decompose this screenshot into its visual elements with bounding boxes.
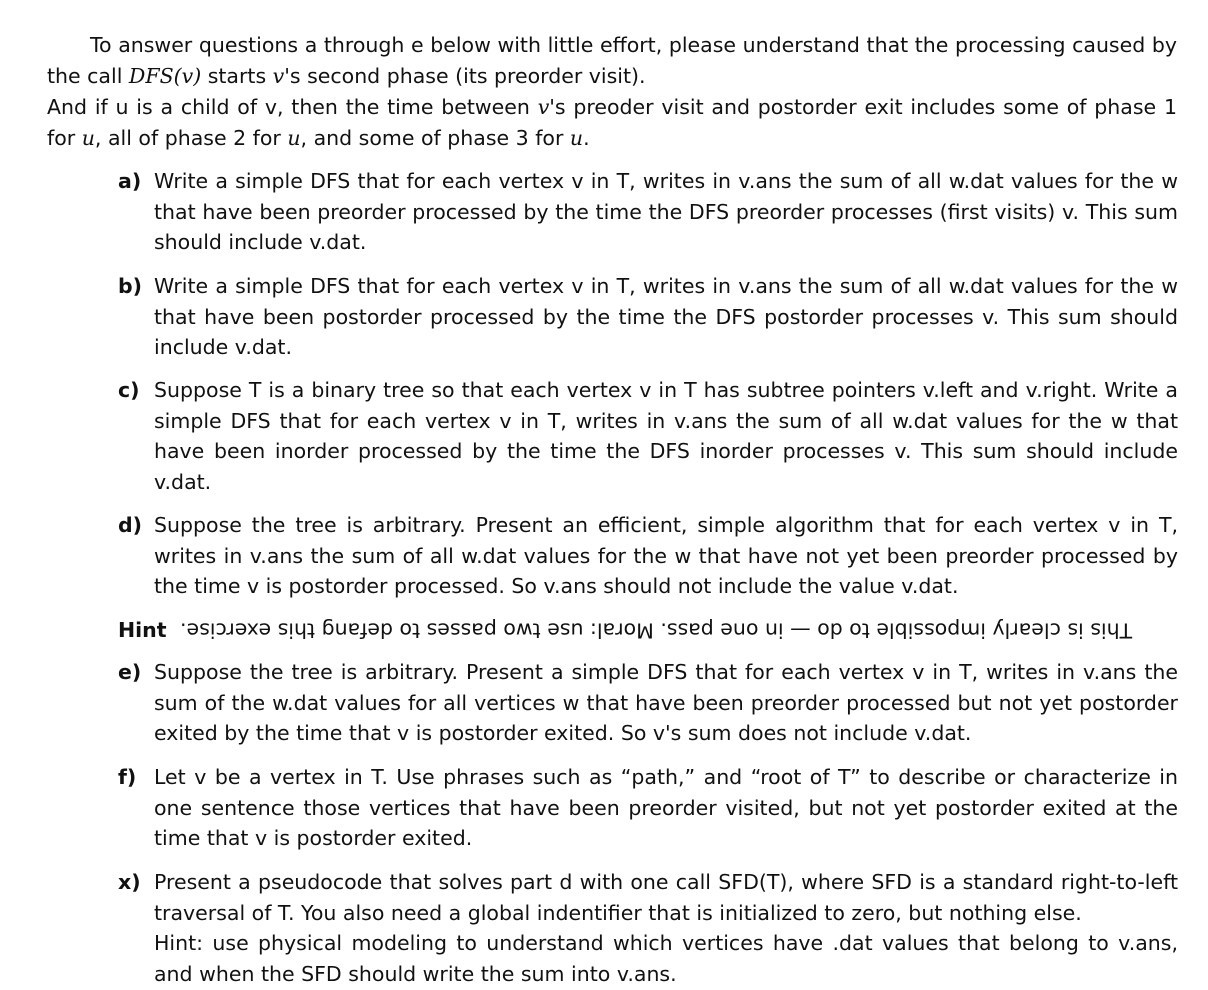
question-b: [118, 271, 1178, 363]
question-label: c): [118, 378, 140, 402]
question-f: [118, 762, 1178, 854]
question-c: [118, 375, 1178, 497]
question-text: Present a pseudocode that solves part d with one call SFD(T), where SFD is a standard right-to-left traversal of T. You also need a global indentifier that is initialized to zero, but nothing else.: [154, 870, 1178, 925]
question-hint-text: Hint: use physical modeling to understand which vertices have .dat values that belong to v.ans, and when the SFD should write the sum into v.ans.: [154, 931, 1178, 986]
hint-upside-down-text: This is clearly impossible to do — in one pass. Moral: use two passes to defang this exercise.: [180, 618, 1133, 643]
question-text: Suppose T is a binary tree so that each vertex v in T has subtree pointers v.left and v.right. Write a simple DFS that for each vertex v in T, writes in v.ans the sum of all w.dat values for the w that have been inorder processed by the time the DFS inorder processes v. This sum should include v.dat.: [154, 378, 1178, 494]
hint-row: [118, 615, 1178, 645]
question-e: [118, 657, 1178, 749]
question-label: x): [118, 870, 141, 894]
question-d: [118, 510, 1178, 602]
intro-paragraph-2: And if u is a child of v, then the time between v's preoder visit and postorder exit includes some of phase 1 for u, all of phase 2 for u, and some of phase 3 for u.: [47, 95, 1177, 150]
question-label: e): [118, 660, 142, 684]
question-a: [118, 166, 1178, 258]
question-label: f): [118, 765, 137, 789]
question-text: Suppose the tree is arbitrary. Present an efficient, simple algorithm that for each vertex v in T, writes in v.ans the sum of all w.dat values for the w that have not yet been preorder processed by the time v is postorder processed. So v.ans should not include the value v.dat.: [154, 513, 1178, 598]
question-text: Write a simple DFS that for each vertex v in T, writes in v.ans the sum of all w.dat values for the w that have been postorder processed by the time the DFS postorder processes v. This sum should include v.dat.: [154, 274, 1178, 359]
intro-paragraph-1: To answer questions a through e below with little effort, please understand that the processing caused by the call DFS(v) starts v's second phase (its preorder visit).: [47, 33, 1177, 88]
question-label: a): [118, 169, 142, 193]
question-text: Suppose the tree is arbitrary. Present a simple DFS that for each vertex v in T, writes in v.ans the sum of the w.dat values for all vertices w that have been preorder processed but not yet postorder exited by the time that v is postorder exited. So v's sum does not include v.dat.: [154, 660, 1178, 745]
question-text: Let v be a vertex in T. Use phrases such as “path,” and “root of T” to describe or characterize in one sentence those vertices that have been preorder visited, but not yet postorder exited at the time that v is postorder exited.: [154, 765, 1178, 850]
hint-label: Hint: [118, 618, 167, 642]
question-x: [118, 867, 1178, 989]
question-label: b): [118, 274, 143, 298]
math-dfs-call: DFS(v): [128, 63, 202, 88]
question-label: d): [118, 513, 143, 537]
question-text: Write a simple DFS that for each vertex v in T, writes in v.ans the sum of all w.dat values for the w that have been preorder processed by the time the DFS preorder processes (first visits) v. This sum should include v.dat.: [154, 169, 1178, 254]
